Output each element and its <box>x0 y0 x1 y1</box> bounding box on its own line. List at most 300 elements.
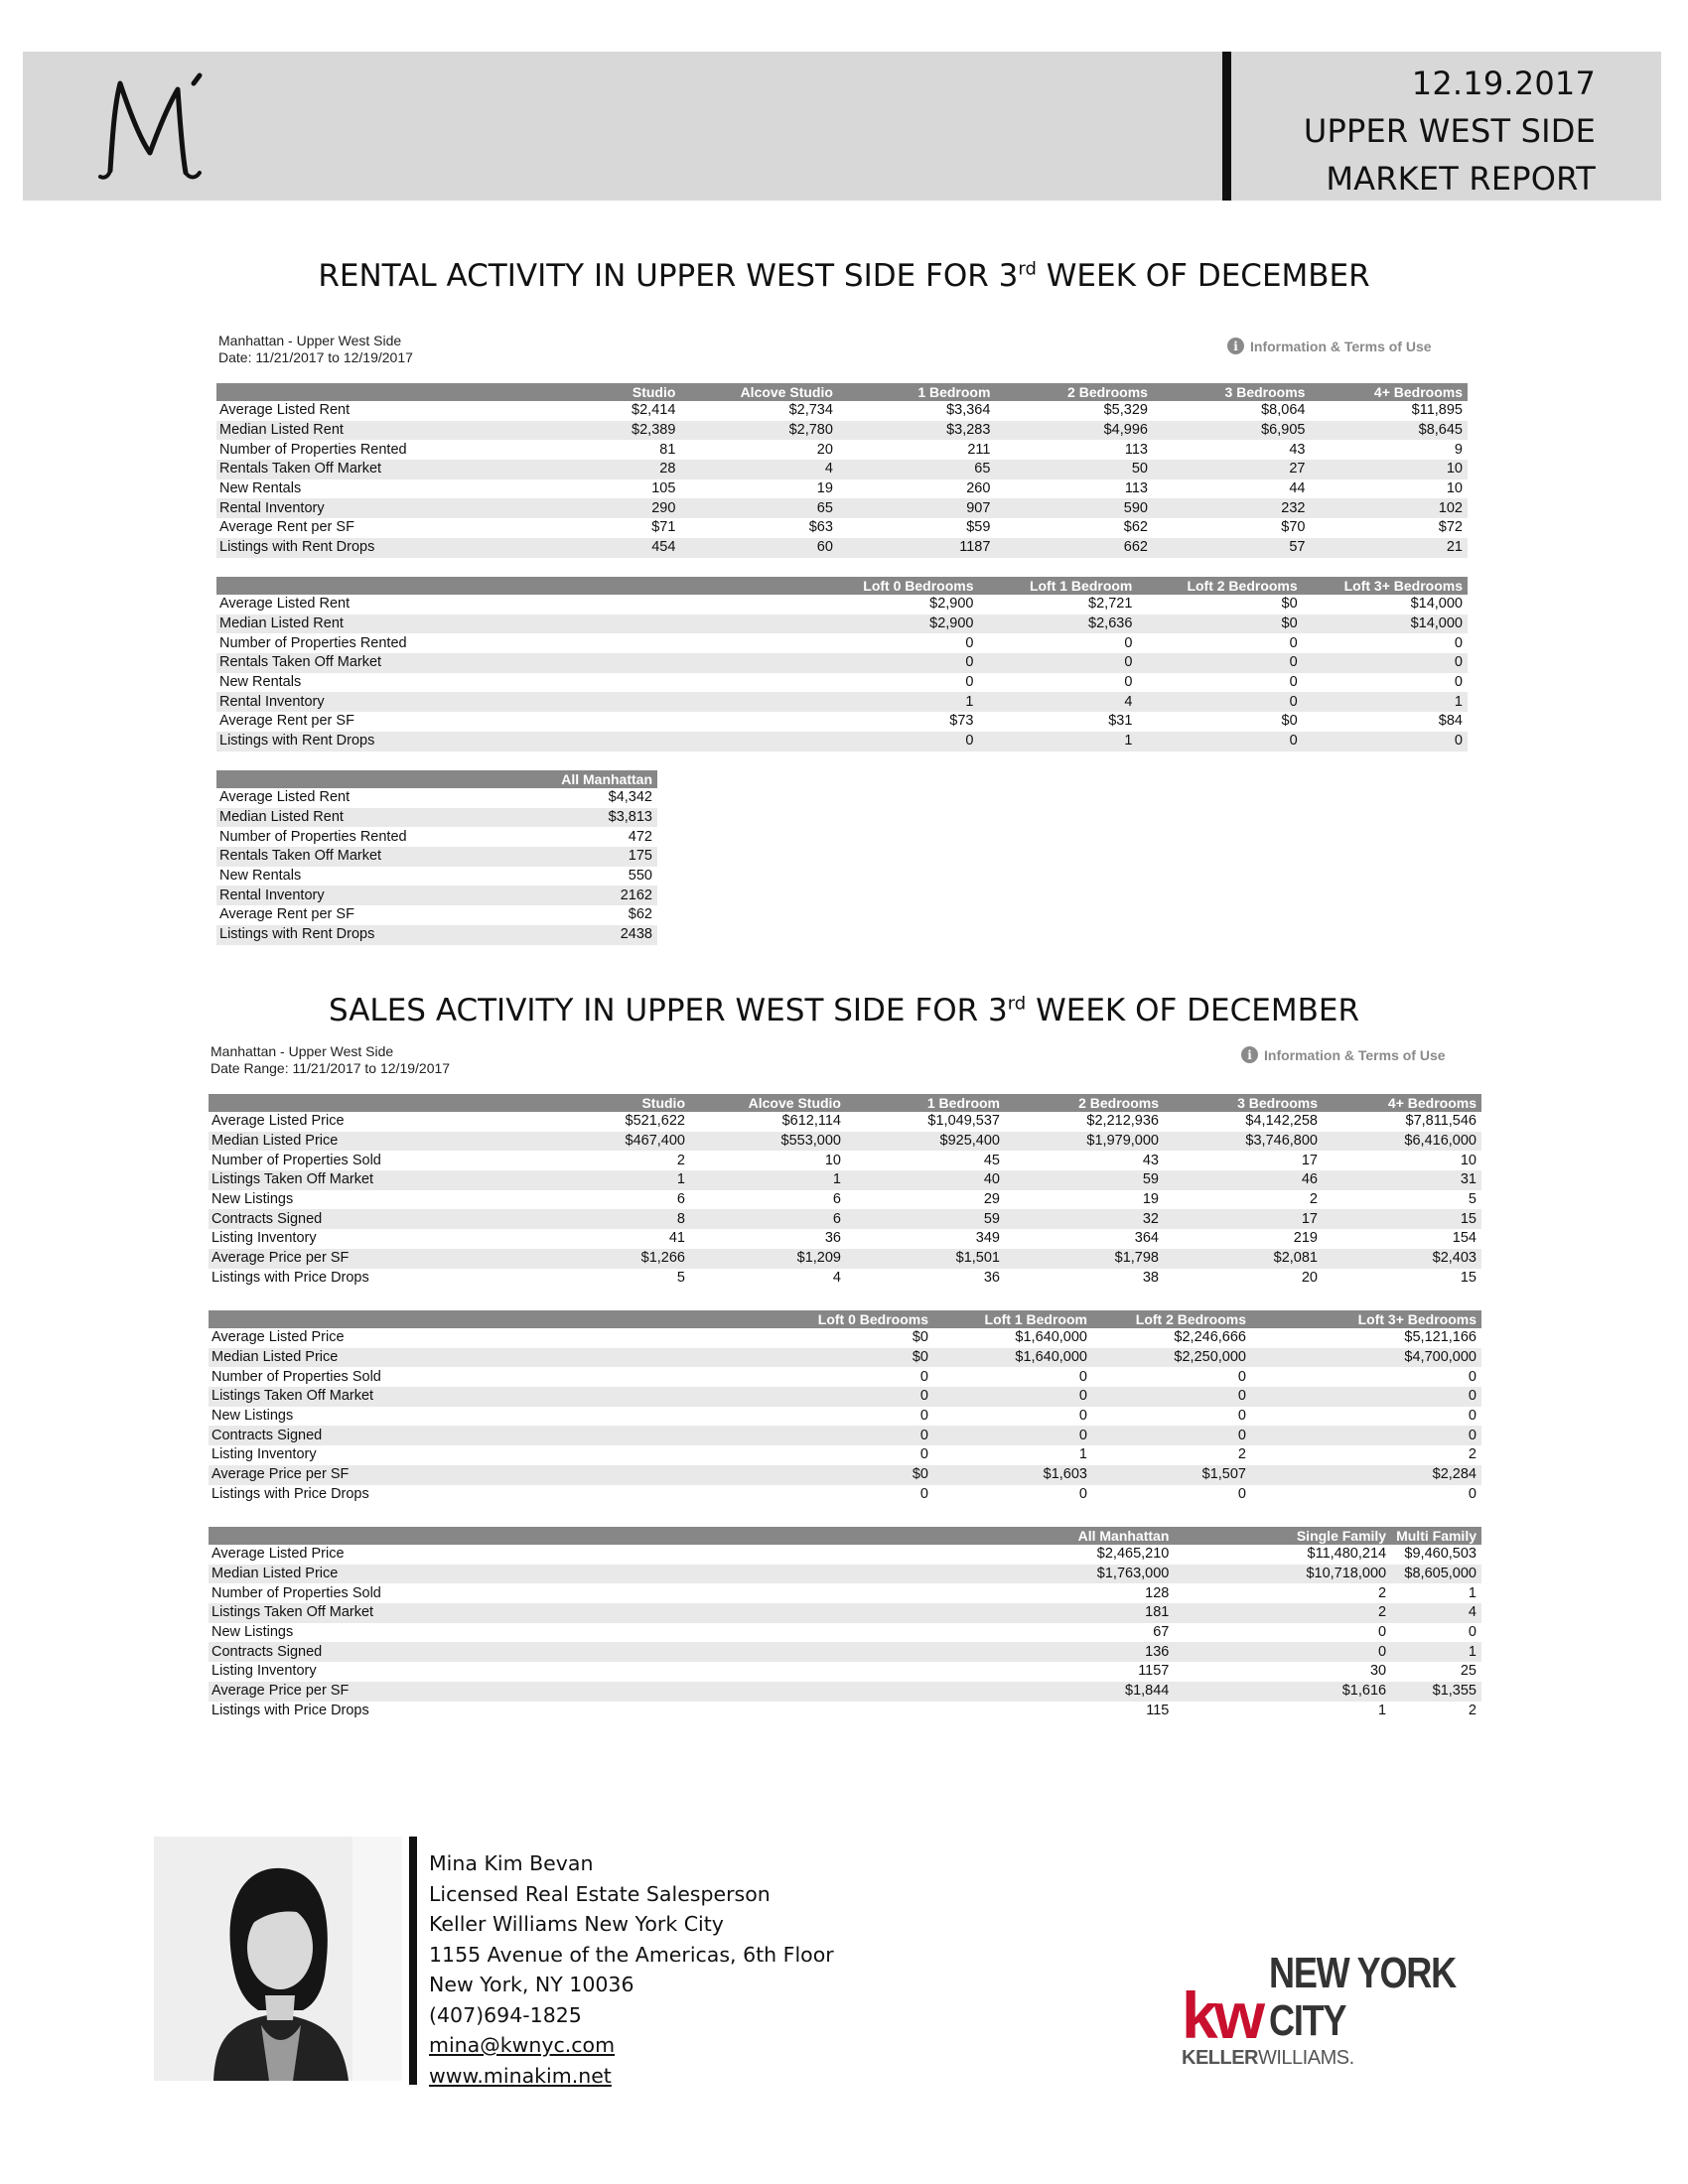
column-header: 3 Bedrooms <box>1153 383 1311 401</box>
table-cell: 17 <box>1164 1209 1323 1229</box>
sales-table-lofts <box>209 1310 1481 1504</box>
table-cell: $4,700,000 <box>1251 1348 1481 1368</box>
table-cell: 290 <box>580 498 681 518</box>
table-cell: 0 <box>1303 732 1468 751</box>
table-cell: 8 <box>566 1209 690 1229</box>
table-cell: $2,250,000 <box>1092 1348 1251 1368</box>
table-cell: $8,064 <box>1261 402 1306 419</box>
table-row <box>216 421 1468 441</box>
table-cell: 0 <box>933 1387 1092 1407</box>
table-cell: $2,636 <box>979 614 1138 634</box>
table-cell: $14,000 <box>1410 596 1463 613</box>
table-cell: 590 <box>995 498 1153 518</box>
table-cell: $5,121,166 <box>1404 1329 1477 1346</box>
table-cell: 10 <box>1446 480 1463 497</box>
row-label: Average Listed Rent <box>219 402 351 419</box>
table-cell: $2,721 <box>1088 596 1133 613</box>
column-header: 4+ Bedrooms <box>1310 383 1468 401</box>
table-cell: 0 <box>1468 1408 1477 1425</box>
table-row <box>216 692 1468 712</box>
kw-williams: WILLIAMS. <box>1258 2047 1354 2069</box>
table-cell: 0 <box>1454 634 1463 651</box>
table-cell: 0 <box>979 653 1138 673</box>
table-row <box>216 808 657 828</box>
column-header: Loft 0 Bedrooms <box>774 1310 933 1328</box>
table-cell: $521,622 <box>625 1113 685 1130</box>
table-cell: 0 <box>1237 1368 1246 1385</box>
table-cell: 113 <box>1124 480 1148 497</box>
table-cell: 81 <box>659 441 676 458</box>
brand-logo <box>82 62 231 191</box>
table-cell: 2162 <box>544 886 657 905</box>
table-cell: 36 <box>824 1230 841 1247</box>
table-row <box>209 1348 1481 1368</box>
info-icon: i <box>1241 1046 1258 1063</box>
column-header: 2 Bedrooms <box>995 383 1153 401</box>
row-label: Listings with Rent Drops <box>216 925 544 945</box>
row-label: Number of Properties Sold <box>211 1584 381 1601</box>
row-label: New Listings <box>211 1408 294 1425</box>
column-header: Loft 3+ Bedrooms <box>1303 577 1468 595</box>
row-label: Average Rent per SF <box>219 713 354 730</box>
table-cell: 10 <box>1310 460 1468 479</box>
table-cell: $8,605,000 <box>1391 1565 1481 1584</box>
row-label: Rental Inventory <box>216 886 544 905</box>
table-cell: 1157 <box>1138 1663 1170 1680</box>
column-header: Alcove Studio <box>680 383 838 401</box>
agent-contact-block <box>429 1848 834 2091</box>
table-cell: 0 <box>1174 1642 1391 1662</box>
table-cell: $0 <box>1281 713 1298 730</box>
table-cell: $0 <box>774 1465 933 1485</box>
column-header: 4+ Bedrooms <box>1323 1094 1481 1112</box>
table-cell: $2,414 <box>632 402 676 419</box>
table-cell: 6 <box>832 1191 841 1208</box>
table-cell: 128 <box>1145 1584 1170 1601</box>
table-row <box>216 673 1468 693</box>
table-row <box>209 1565 1481 1584</box>
row-label: Contracts Signed <box>209 1426 774 1445</box>
table-cell: $1,507 <box>1092 1465 1251 1485</box>
table-row <box>216 479 1468 499</box>
table-cell: 1187 <box>838 538 996 558</box>
table-cell: $4,142,258 <box>1245 1113 1318 1130</box>
table-cell: 25 <box>1460 1663 1477 1680</box>
table-cell: 454 <box>580 538 681 558</box>
table-cell: 0 <box>809 732 979 751</box>
table-row <box>209 1583 1481 1603</box>
table-cell: $5,329 <box>1103 402 1148 419</box>
row-label: Listings Taken Off Market <box>209 1170 566 1190</box>
table-cell: $1,763,000 <box>1021 1565 1174 1584</box>
table-cell: 4 <box>1391 1603 1481 1623</box>
table-cell: 0 <box>1251 1387 1481 1407</box>
rental-table-bedrooms <box>216 383 1468 558</box>
row-label: Listings Taken Off Market <box>209 1387 774 1407</box>
table-row <box>216 633 1468 653</box>
table-header-blank <box>216 383 580 401</box>
table-cell: $1,640,000 <box>1015 1329 1087 1346</box>
row-label: Average Price per SF <box>209 1249 566 1269</box>
row-label: New Listings <box>211 1191 294 1208</box>
header-divider <box>1222 52 1231 201</box>
column-header: Loft 1 Bedroom <box>933 1310 1092 1328</box>
table-cell: 1 <box>1378 1702 1387 1718</box>
table-cell: $2,403 <box>1323 1249 1481 1269</box>
sales-info-link[interactable] <box>1241 1046 1446 1063</box>
table-cell: $1,844 <box>1021 1682 1174 1702</box>
row-label: Listings with Price Drops <box>211 1702 369 1718</box>
table-row <box>216 827 657 847</box>
row-label: Listing Inventory <box>211 1663 317 1680</box>
table-cell: 175 <box>544 847 657 867</box>
sales-title-sup: rd <box>1007 993 1027 1015</box>
table-cell: $0 <box>1137 614 1302 634</box>
row-label: Number of Properties Rented <box>219 634 407 651</box>
row-label: Rentals Taken Off Market <box>216 847 544 867</box>
table-row <box>209 1702 1481 1721</box>
table-cell: 0 <box>1124 634 1133 651</box>
table-row <box>209 1642 1481 1662</box>
table-cell: 59 <box>846 1209 1005 1229</box>
sales-location: Manhattan - Upper West Side <box>211 1043 394 1059</box>
table-cell: 19 <box>816 480 833 497</box>
table-cell: $72 <box>1438 519 1463 536</box>
row-label: Average Rent per SF <box>219 519 354 536</box>
row-label: Rental Inventory <box>216 498 580 518</box>
column-header: Loft 3+ Bedrooms <box>1251 1310 1481 1328</box>
table-row <box>209 1229 1481 1249</box>
agent-address-line1: 1155 Avenue of the Americas, 6th Floor <box>429 1942 834 1967</box>
table-cell: 2 <box>1174 1603 1391 1623</box>
header-title-block <box>1304 60 1596 203</box>
table-row <box>216 925 657 945</box>
sales-meta <box>211 1043 450 1077</box>
table-cell: 1 <box>1391 1642 1481 1662</box>
table-cell: 30 <box>1369 1663 1387 1680</box>
table-cell: 27 <box>1153 460 1311 479</box>
table-row <box>209 1269 1481 1289</box>
table-cell: $2,734 <box>788 402 833 419</box>
table-cell: $2,081 <box>1164 1249 1323 1269</box>
row-label: Average Listed Price <box>211 1113 345 1130</box>
table-cell: 32 <box>1005 1209 1164 1229</box>
row-label: Median Listed Rent <box>216 808 544 828</box>
table-cell: 60 <box>680 538 838 558</box>
table-cell: 0 <box>1289 674 1298 691</box>
table-cell: 0 <box>1468 1485 1477 1502</box>
table-cell: $553,000 <box>690 1132 846 1152</box>
row-label: Rentals Taken Off Market <box>216 653 809 673</box>
row-label: Listings with Rent Drops <box>216 732 809 751</box>
table-cell: $2,246,666 <box>1174 1329 1246 1346</box>
row-label: New Rentals <box>219 674 302 691</box>
table-cell: 0 <box>1092 1387 1251 1407</box>
table-cell: 2 <box>1468 1702 1477 1718</box>
table-cell: 0 <box>1303 653 1468 673</box>
table-row <box>209 1445 1481 1465</box>
table-cell: $1,266 <box>566 1249 690 1269</box>
table-row <box>209 1328 1481 1348</box>
rental-table-lofts <box>216 577 1468 751</box>
table-header-blank <box>209 1527 1021 1545</box>
table-cell: 31 <box>1323 1170 1481 1190</box>
table-cell: $612,114 <box>781 1113 841 1130</box>
table-row <box>216 518 1468 538</box>
table-cell: 15 <box>1323 1209 1481 1229</box>
table-row <box>216 440 1468 460</box>
table-row <box>209 1426 1481 1445</box>
column-header: 1 Bedroom <box>846 1094 1005 1112</box>
row-label: Rental Inventory <box>216 692 809 712</box>
table-row <box>209 1662 1481 1682</box>
table-cell: $3,283 <box>838 421 996 441</box>
table-cell: 43 <box>1142 1152 1159 1168</box>
table-cell: 550 <box>628 868 652 885</box>
table-cell: $1,640,000 <box>933 1348 1092 1368</box>
table-cell: 57 <box>1153 538 1311 558</box>
agent-portrait-image <box>154 1837 402 2081</box>
table-row <box>216 847 657 867</box>
table-cell: 219 <box>1293 1230 1318 1247</box>
table-cell: $62 <box>1123 519 1148 536</box>
table-row <box>216 867 657 887</box>
table-cell: 6 <box>676 1191 685 1208</box>
table-cell: 1 <box>1468 1584 1477 1601</box>
table-cell: 113 <box>1124 441 1148 458</box>
report-date: 12.19.2017 <box>1411 65 1596 102</box>
table-cell: 5 <box>676 1269 685 1286</box>
rental-title-text: RENTAL ACTIVITY IN UPPER WEST SIDE FOR 3 <box>318 258 1019 294</box>
table-row <box>216 538 1468 558</box>
table-row <box>209 1170 1481 1190</box>
table-cell: 28 <box>580 460 681 479</box>
row-label: Median Listed Rent <box>216 614 809 634</box>
table-header-blank <box>209 1310 774 1328</box>
row-label: Listings with Rent Drops <box>216 538 580 558</box>
row-label: Listings with Price Drops <box>211 1485 369 1502</box>
table-cell: 65 <box>680 498 838 518</box>
table-cell: 1 <box>566 1170 690 1190</box>
keller-williams-logo <box>1182 1949 1579 2075</box>
table-cell: $7,811,546 <box>1405 1113 1477 1130</box>
info-icon: i <box>1227 338 1244 354</box>
row-label: Median Listed Price <box>209 1348 774 1368</box>
agent-company: Keller Williams New York City <box>429 1912 724 1936</box>
table-row <box>209 1623 1481 1643</box>
sales-table-all-manhattan <box>209 1527 1481 1720</box>
rental-location: Manhattan - Upper West Side <box>218 333 402 348</box>
table-cell: 105 <box>651 480 676 497</box>
table-cell: 1 <box>1078 1446 1087 1463</box>
table-cell: 260 <box>966 480 991 497</box>
table-cell: 10 <box>1460 1152 1477 1168</box>
rental-info-link[interactable] <box>1227 338 1432 354</box>
table-cell: $0 <box>774 1348 933 1368</box>
table-cell: 0 <box>1378 1624 1387 1641</box>
table-cell: 154 <box>1452 1230 1477 1247</box>
rental-date-range: Date: 11/21/2017 to 12/19/2017 <box>218 349 413 365</box>
table-cell: 67 <box>1153 1624 1170 1641</box>
row-label: Number of Properties Rented <box>219 441 407 458</box>
table-cell: $0 <box>912 1329 928 1346</box>
table-cell: 0 <box>919 1446 928 1463</box>
table-cell: 364 <box>1134 1230 1159 1247</box>
row-label: Average Price per SF <box>209 1682 1021 1702</box>
table-cell: 0 <box>1092 1426 1251 1445</box>
agent-divider <box>409 1837 417 2085</box>
table-cell: $1,355 <box>1391 1682 1481 1702</box>
table-cell: 0 <box>1137 653 1302 673</box>
table-cell: 20 <box>816 441 833 458</box>
table-cell: $11,895 <box>1411 402 1463 419</box>
table-row <box>216 788 657 808</box>
agent-photo <box>154 1837 402 2081</box>
row-label: Average Listed Rent <box>219 789 351 806</box>
table-cell: 0 <box>1137 732 1302 751</box>
table-cell: 211 <box>967 441 991 458</box>
row-label: Number of Properties Sold <box>211 1152 381 1168</box>
table-cell: 0 <box>919 1485 928 1502</box>
column-header: 3 Bedrooms <box>1164 1094 1323 1112</box>
table-cell: $2,284 <box>1251 1465 1481 1485</box>
row-label: Listing Inventory <box>211 1446 317 1463</box>
table-row <box>216 498 1468 518</box>
table-cell: 0 <box>1468 1368 1477 1385</box>
table-cell: $2,389 <box>580 421 681 441</box>
table-cell: $467,400 <box>566 1132 690 1152</box>
table-cell: 2 <box>676 1152 685 1168</box>
table-cell: $1,616 <box>1174 1682 1391 1702</box>
table-cell: 0 <box>1078 1368 1087 1385</box>
table-row <box>216 614 1468 634</box>
sales-section-title <box>0 993 1688 1028</box>
table-cell: 662 <box>995 538 1153 558</box>
table-row <box>216 460 1468 479</box>
row-label: New Rentals <box>219 480 302 497</box>
table-cell: $71 <box>651 519 676 536</box>
table-cell: 10 <box>824 1152 841 1168</box>
table-cell: $14,000 <box>1303 614 1468 634</box>
report-area: UPPER WEST SIDE <box>1303 112 1596 150</box>
row-label: Listings with Price Drops <box>211 1269 369 1286</box>
table-row <box>209 1132 1481 1152</box>
table-cell: $2,900 <box>929 596 974 613</box>
table-cell: 0 <box>1078 1485 1087 1502</box>
table-cell: 0 <box>1124 674 1133 691</box>
report-header <box>23 52 1661 201</box>
row-label: Median Listed Rent <box>216 421 580 441</box>
table-row <box>209 1407 1481 1427</box>
agent-name: Mina Kim Bevan <box>429 1851 594 1875</box>
column-header: Single Family <box>1174 1527 1391 1545</box>
table-cell: 46 <box>1164 1170 1323 1190</box>
column-header: 1 Bedroom <box>838 383 996 401</box>
row-label: Average Listed Price <box>211 1329 345 1346</box>
table-cell: 50 <box>995 460 1153 479</box>
row-label: Average Listed Price <box>211 1546 345 1563</box>
table-cell: $3,813 <box>544 808 657 828</box>
row-label: Median Listed Price <box>209 1132 566 1152</box>
table-cell: 29 <box>983 1191 1000 1208</box>
kw-keller: KELLER <box>1182 2047 1258 2069</box>
table-cell: $1,209 <box>690 1249 846 1269</box>
table-row <box>216 595 1468 614</box>
table-cell: 17 <box>1301 1152 1318 1168</box>
table-cell: 1 <box>809 692 979 712</box>
table-row <box>209 1387 1481 1407</box>
column-header: Loft 0 Bedrooms <box>809 577 979 595</box>
table-cell: 136 <box>1021 1642 1174 1662</box>
table-cell: $1,979,000 <box>1005 1132 1164 1152</box>
row-label: Average Rent per SF <box>219 906 354 923</box>
table-cell: 0 <box>919 1408 928 1425</box>
row-label: Contracts Signed <box>209 1642 1021 1662</box>
table-cell: 1 <box>979 732 1138 751</box>
table-cell: 0 <box>1468 1624 1477 1641</box>
table-row <box>209 1209 1481 1229</box>
column-header: Alcove Studio <box>690 1094 846 1112</box>
rental-title-sup: rd <box>1018 258 1037 280</box>
table-cell: 19 <box>1142 1191 1159 1208</box>
table-cell: 4 <box>979 692 1138 712</box>
table-cell: 0 <box>774 1387 933 1407</box>
table-cell: 0 <box>1454 674 1463 691</box>
row-label: New Listings <box>211 1624 294 1641</box>
row-label: Average Listed Rent <box>219 596 351 613</box>
table-cell: $31 <box>1108 713 1133 730</box>
table-row <box>216 712 1468 732</box>
table-cell: 232 <box>1153 498 1311 518</box>
table-row <box>216 401 1468 421</box>
table-row <box>216 886 657 905</box>
report-name: MARKET REPORT <box>1326 160 1596 198</box>
table-cell: 0 <box>965 634 974 651</box>
table-cell: 2 <box>1237 1446 1246 1463</box>
table-row <box>216 905 657 925</box>
table-cell: $0 <box>1281 596 1298 613</box>
table-cell: $3,364 <box>946 402 991 419</box>
agent-phone: (407)694-1825 <box>429 2002 582 2027</box>
agent-email-link[interactable]: mina@kwnyc.com <box>429 2033 616 2057</box>
table-cell: $2,780 <box>680 421 838 441</box>
table-cell: $6,905 <box>1153 421 1311 441</box>
table-row <box>209 1682 1481 1702</box>
table-row <box>209 1603 1481 1623</box>
table-cell: 20 <box>1301 1269 1318 1286</box>
table-cell: 65 <box>838 460 996 479</box>
table-cell: 15 <box>1460 1269 1477 1286</box>
table-row <box>209 1545 1481 1565</box>
sales-info-label: Information & Terms of Use <box>1264 1046 1446 1063</box>
agent-website-link[interactable]: www.minakim.net <box>429 2063 612 2088</box>
table-cell: 21 <box>1310 538 1468 558</box>
rental-meta <box>218 333 413 366</box>
row-label: Listing Inventory <box>211 1230 317 1247</box>
table-cell: 1 <box>1303 692 1468 712</box>
table-row <box>209 1485 1481 1505</box>
table-cell: $62 <box>628 906 652 923</box>
table-cell: $70 <box>1281 519 1306 536</box>
row-label: Average Price per SF <box>209 1465 774 1485</box>
table-cell: $8,645 <box>1310 421 1468 441</box>
sales-title-text: SALES ACTIVITY IN UPPER WEST SIDE FOR 3 <box>328 993 1008 1028</box>
agent-title: Licensed Real Estate Salesperson <box>429 1881 771 1906</box>
rental-title-text-end: WEEK OF DECEMBER <box>1036 258 1370 294</box>
table-cell: 472 <box>628 828 652 845</box>
row-label: Median Listed Price <box>209 1565 1021 1584</box>
column-header: Multi Family <box>1391 1527 1481 1545</box>
